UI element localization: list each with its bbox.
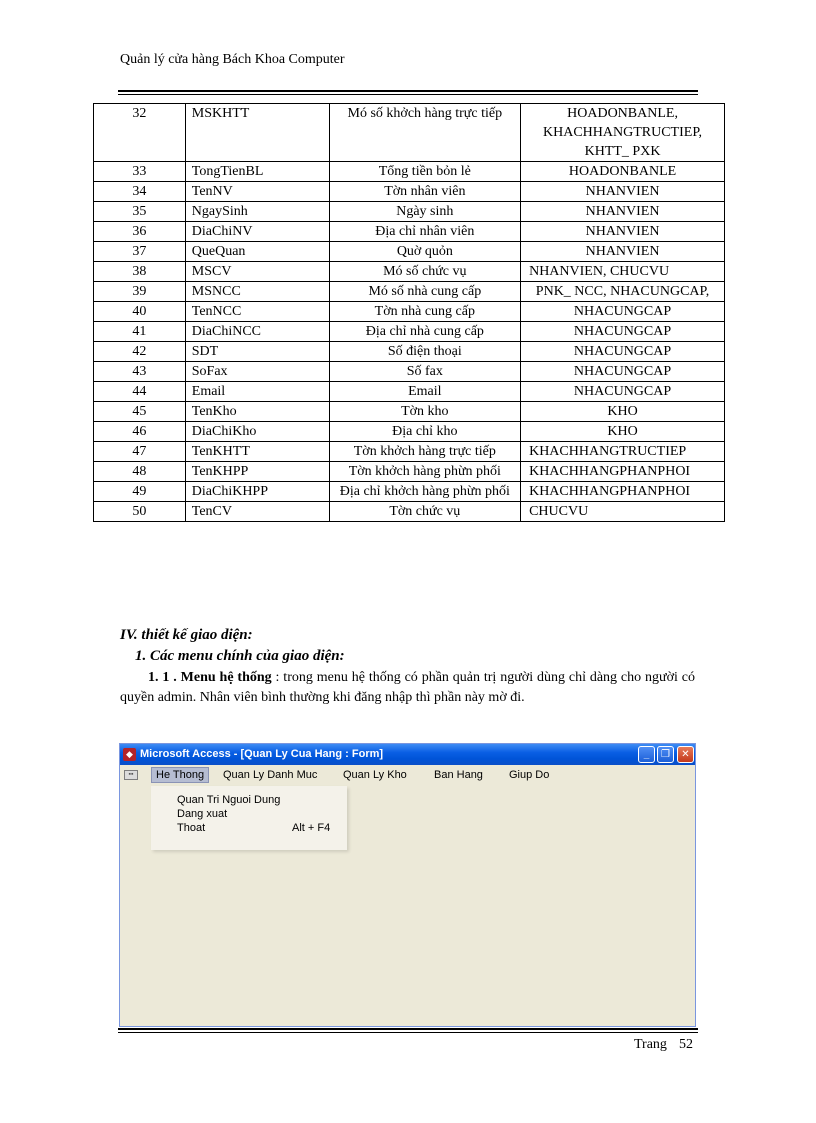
field-description-cell: Tờn nhân viên	[329, 182, 521, 202]
menu-quan-ly-danh-muc[interactable]: Quan Ly Danh Muc	[223, 769, 318, 781]
field-name-cell: TenNV	[185, 182, 329, 202]
field-description-cell: Quờ quỏn	[329, 242, 521, 262]
row-number-cell: 46	[94, 422, 186, 442]
table-names-cell: PNK_ NCC, NHACUNGCAP,	[521, 282, 725, 302]
row-number-cell: 32	[94, 104, 186, 162]
field-description-cell: Email	[329, 382, 521, 402]
table-names-cell: KHO	[521, 402, 725, 422]
field-description-cell: Số fax	[329, 362, 521, 382]
row-number-cell: 40	[94, 302, 186, 322]
field-name-cell: DiaChiNV	[185, 222, 329, 242]
table-names-cell: NHACUNGCAP	[521, 362, 725, 382]
page-number	[634, 1037, 693, 1053]
field-description-cell: Ngày sinh	[329, 202, 521, 222]
table-names-cell: KHO	[521, 422, 725, 442]
page-number-value: 52	[678, 1037, 693, 1052]
row-number-cell: 38	[94, 262, 186, 282]
field-description-cell: Mó số chức vụ	[329, 262, 521, 282]
table-names-cell: KHACHHANGPHANPHOI	[521, 482, 725, 502]
field-name-cell: Email	[185, 382, 329, 402]
table-names-cell: NHANVIEN, CHUCVU	[521, 262, 725, 282]
field-name-cell: DiaChiKHPP	[185, 482, 329, 502]
field-description-cell: Tờn nhà cung cấp	[329, 302, 521, 322]
table-names-cell: NHACUNGCAP	[521, 322, 725, 342]
window-title: Microsoft Access - [Quan Ly Cua Hang : Form]	[140, 748, 384, 760]
field-name-cell: QueQuan	[185, 242, 329, 262]
row-number-cell: 34	[94, 182, 186, 202]
table-row	[94, 104, 725, 162]
header-rule	[118, 90, 698, 92]
field-name-cell: SDT	[185, 342, 329, 362]
row-number-cell: 50	[94, 502, 186, 522]
field-description-cell: Tờn khởch hàng phừn phối	[329, 462, 521, 482]
table-row	[94, 422, 725, 442]
table-names-cell: HOADONBANLE, KHACHHANGTRUCTIEP, KHTT_ PXK	[521, 104, 725, 162]
field-description-cell: Địa chỉ nhân viên	[329, 222, 521, 242]
field-name-cell: TenKho	[185, 402, 329, 422]
table-names-cell: HOADONBANLE	[521, 162, 725, 182]
row-number-cell: 49	[94, 482, 186, 502]
menu-giup-do[interactable]: Giup Do	[509, 769, 550, 781]
field-name-cell: TenNCC	[185, 302, 329, 322]
table-names-cell: NHACUNGCAP	[521, 342, 725, 362]
paragraph-label: 1. 1 . Menu hệ thống	[148, 670, 272, 685]
row-number-cell: 44	[94, 382, 186, 402]
table-row	[94, 482, 725, 502]
page-label: Trang	[634, 1037, 667, 1052]
menu-quan-ly-kho[interactable]: Quan Ly Kho	[343, 769, 407, 781]
minimize-button[interactable]: _	[638, 746, 655, 763]
table-row	[94, 502, 725, 522]
maximize-button[interactable]: ❐	[657, 746, 674, 763]
menu-item-quan-tri-nguoi-dung[interactable]: Quan Tri Nguoi Dung	[177, 794, 281, 806]
field-name-cell: TenKHPP	[185, 462, 329, 482]
table-names-cell: CHUCVU	[521, 502, 725, 522]
field-description-cell: Địa chỉ nhà cung cấp	[329, 322, 521, 342]
paragraph-text: : trong menu hệ thống có phần quản trị người dùng chỉ dàng cho người có quyền admin. Nhân viên bình thường khi đăng nhập thì phần này mờ đi.	[120, 670, 696, 705]
field-name-cell: MSKHTT	[185, 104, 329, 162]
table-row	[94, 382, 725, 402]
table-names-cell: NHANVIEN	[521, 222, 725, 242]
subsection-heading: 1. Các menu chính của giao diện:	[135, 648, 345, 664]
field-description-cell: Địa chỉ khởch hàng phừn phối	[329, 482, 521, 502]
access-app-icon: ◆	[123, 748, 136, 761]
row-number-cell: 33	[94, 162, 186, 182]
menu-item-thoat[interactable]: Thoat	[177, 822, 206, 834]
table-row	[94, 262, 725, 282]
section-heading: IV. thiết kế giao diện:	[120, 627, 253, 643]
table-row	[94, 402, 725, 422]
he-thong-dropdown	[151, 786, 347, 850]
menu-ban-hang[interactable]: Ban Hang	[434, 769, 483, 781]
table-row	[94, 182, 725, 202]
field-name-cell: TenKHTT	[185, 442, 329, 462]
field-description-cell: Tờn chức vụ	[329, 502, 521, 522]
row-number-cell: 36	[94, 222, 186, 242]
table-row	[94, 302, 725, 322]
menu-item-dang-xuat[interactable]: Dang xuat	[177, 808, 228, 820]
field-description-cell: Mó số nhà cung cấp	[329, 282, 521, 302]
table-row	[94, 322, 725, 342]
field-name-cell: DiaChiKho	[185, 422, 329, 442]
row-number-cell: 43	[94, 362, 186, 382]
table-names-cell: NHACUNGCAP	[521, 302, 725, 322]
row-number-cell: 48	[94, 462, 186, 482]
field-name-cell: NgaySinh	[185, 202, 329, 222]
field-name-cell: TenCV	[185, 502, 329, 522]
footer-rule	[118, 1028, 698, 1030]
field-name-cell: TongTienBL	[185, 162, 329, 182]
form-control-icon[interactable]: ▪▪	[124, 770, 138, 780]
access-window-screenshot	[119, 743, 696, 1027]
field-description-cell: Tổng tiền bỏn lẻ	[329, 162, 521, 182]
field-description-cell: Số điện thoại	[329, 342, 521, 362]
field-description-cell: Địa chỉ kho	[329, 422, 521, 442]
menu-description-paragraph	[120, 668, 695, 708]
table-names-cell: KHACHHANGTRUCTIEP	[521, 442, 725, 462]
close-button[interactable]: ✕	[677, 746, 694, 763]
table-row	[94, 162, 725, 182]
table-row	[94, 342, 725, 362]
table-row	[94, 462, 725, 482]
table-row	[94, 242, 725, 262]
row-number-cell: 41	[94, 322, 186, 342]
table-row	[94, 202, 725, 222]
field-description-cell: Mó số khởch hàng trực tiếp	[329, 104, 521, 162]
field-dictionary-table	[93, 103, 725, 522]
window-title-bar[interactable]	[120, 744, 695, 765]
row-number-cell: 35	[94, 202, 186, 222]
footer-rule-thin	[118, 1032, 698, 1033]
table-names-cell: KHACHHANGPHANPHOI	[521, 462, 725, 482]
row-number-cell: 39	[94, 282, 186, 302]
table-row	[94, 442, 725, 462]
row-number-cell: 47	[94, 442, 186, 462]
thoat-shortcut: Alt + F4	[292, 822, 331, 834]
table-names-cell: NHANVIEN	[521, 202, 725, 222]
header-rule-thin	[118, 94, 698, 95]
table-row	[94, 222, 725, 242]
field-name-cell: MSCV	[185, 262, 329, 282]
table-names-cell: NHACUNGCAP	[521, 382, 725, 402]
table-row	[94, 282, 725, 302]
menu-he-thong[interactable]: He Thong	[151, 767, 209, 783]
row-number-cell: 37	[94, 242, 186, 262]
table-names-cell: NHANVIEN	[521, 182, 725, 202]
field-description-cell: Tờn kho	[329, 402, 521, 422]
row-number-cell: 42	[94, 342, 186, 362]
field-name-cell: DiaChiNCC	[185, 322, 329, 342]
table-names-cell: NHANVIEN	[521, 242, 725, 262]
menu-bar	[120, 765, 695, 786]
field-name-cell: MSNCC	[185, 282, 329, 302]
table-row	[94, 362, 725, 382]
field-description-cell: Tờn khởch hàng trực tiếp	[329, 442, 521, 462]
row-number-cell: 45	[94, 402, 186, 422]
document-header-title: Quản lý cửa hàng Bách Khoa Computer	[120, 52, 345, 67]
field-name-cell: SoFax	[185, 362, 329, 382]
